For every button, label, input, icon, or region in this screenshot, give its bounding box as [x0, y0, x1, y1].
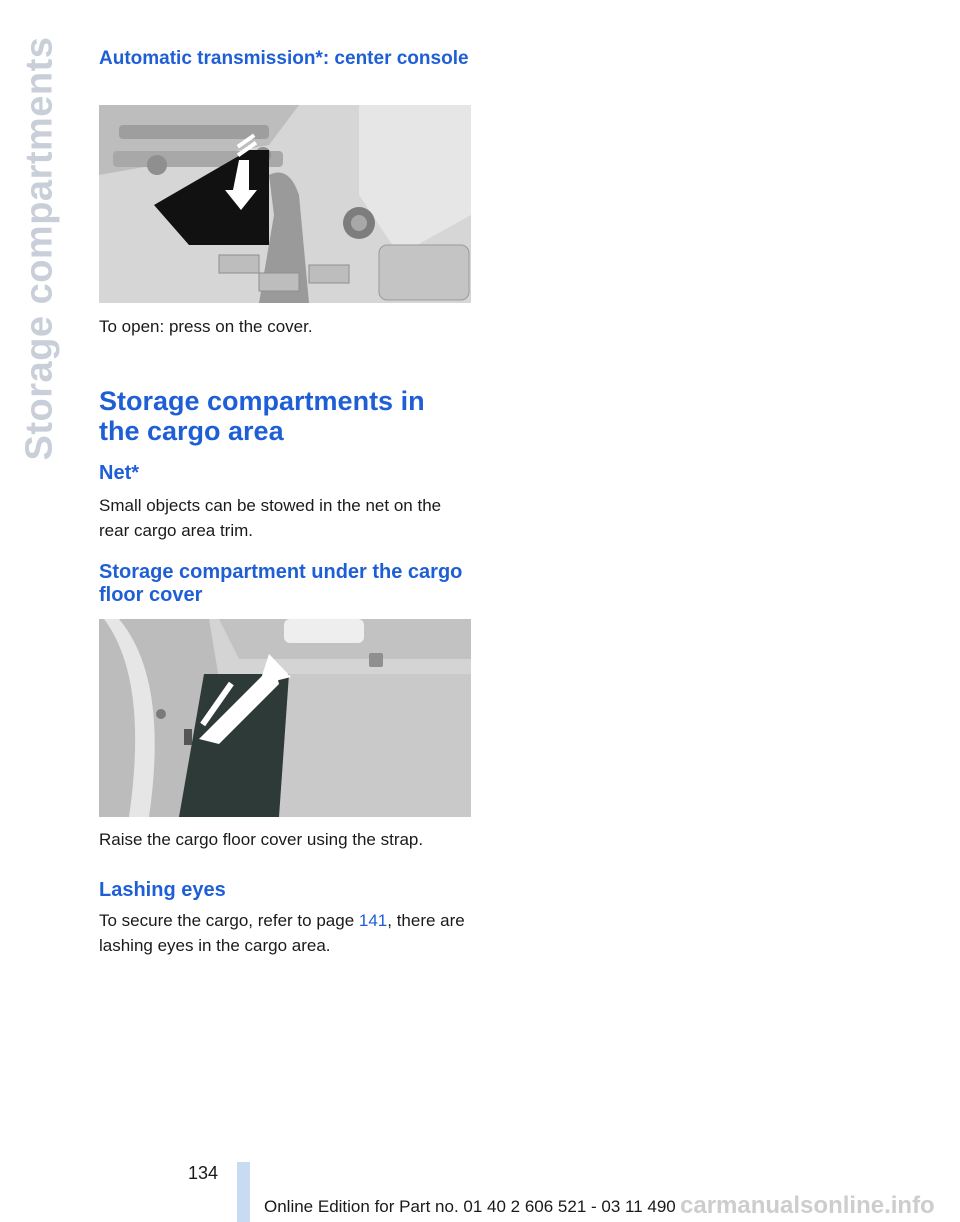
center-console-caption: To open: press on the cover.: [99, 317, 313, 336]
heading-floor-cover: Storage compartment under the cargo floor cover: [99, 561, 463, 606]
cargo-floor-figure: [99, 619, 471, 817]
lashing-eyes-text: [99, 908, 471, 958]
page-number: 134: [188, 1163, 219, 1183]
edition-footer: Online Edition for Part no. 01 40 2 606 521 - 03 11 490: [264, 1197, 676, 1216]
page-141-link[interactable]: 141: [358, 911, 388, 930]
heading-cargo-area: Storage compartments in the cargo area: [99, 386, 425, 446]
lashing-text-after: , there are lashing eyes in the cargo area.: [99, 911, 465, 955]
heading-net: Net*: [99, 462, 140, 484]
side-section-title-text: Storage compartments: [18, 36, 61, 461]
center-console-cover-illustration: [99, 105, 471, 303]
heading-center-console: Automatic transmission*: center console: [99, 48, 469, 69]
floor-cover-caption: Raise the cargo floor cover using the strap.: [99, 830, 424, 849]
net-text: Small objects can be stowed in the net on the rear cargo area trim.: [99, 496, 442, 540]
center-console-figure: [99, 105, 471, 303]
cargo-floor-cover-illustration: [99, 619, 471, 817]
watermark: carmanualsonline.info: [680, 1192, 935, 1219]
lashing-text-before: To secure the cargo, refer to page: [99, 911, 359, 930]
side-section-title: [16, 36, 64, 480]
heading-lashing-eyes: Lashing eyes: [99, 879, 226, 901]
footer-accent-bar: [237, 1162, 250, 1222]
